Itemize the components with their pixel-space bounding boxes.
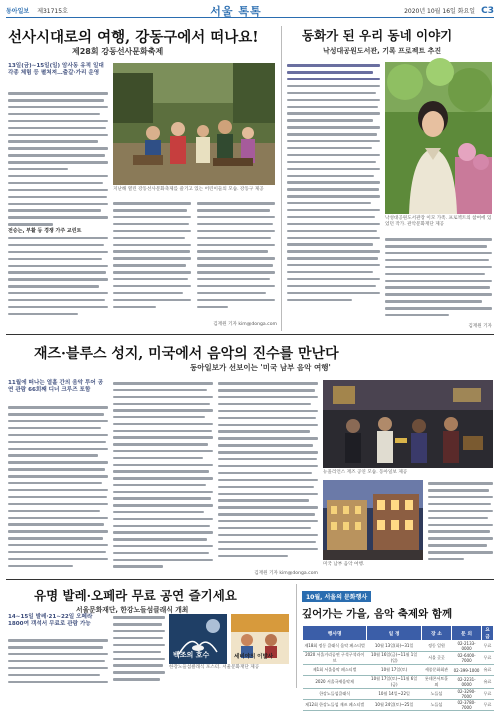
event-date: 10월 24일(토)~25일: [367, 700, 422, 711]
article4-poster-swan-lake: [169, 614, 227, 664]
event-contact: 02-6400-7000: [451, 652, 481, 665]
table-row: [303, 652, 494, 665]
article2-headline: 동화가 된 우리 동네 이야기: [302, 28, 453, 43]
table-row: [303, 676, 494, 689]
article3-body-col3: [218, 380, 318, 570]
event-contact: 02-399-1000: [451, 665, 481, 676]
article1-body-col1: [8, 90, 108, 320]
article3-byline: 김재원 기자 kim@donga.com: [254, 571, 318, 576]
article2-body-col1: [287, 62, 380, 324]
events-box: [302, 584, 494, 710]
event-name: 2020 서울거리공연 구석구석라이브: [303, 652, 367, 665]
events-tag: 10월, 서울의 문화행사: [302, 591, 371, 602]
article3-photo-street: [323, 480, 423, 560]
poster2-title: 세비야의 이발사: [234, 654, 274, 660]
event-date: 10월 17일(토): [367, 665, 422, 676]
poster1-title: 백조의 호수: [173, 650, 210, 659]
col-header-fee: 요 금: [482, 626, 494, 641]
article1-body-col2: [113, 200, 191, 318]
article1-subhead: 제28회 강동선사문화축제: [72, 47, 164, 56]
article1-body-col3: [197, 200, 275, 318]
masthead: [6, 4, 494, 18]
article1-subsection: 전승는, 부활 등 경쟁 가주 교린트: [8, 227, 82, 234]
article3-body-col2: [113, 380, 213, 570]
article3-lead: 11월에 떠나는 열흘 간의 음악 투어 공연 관람 66회째 디너 크루즈 포함: [8, 380, 104, 394]
event-date: 10월 17일(토)~11월 6일(금): [367, 676, 422, 689]
article1-photo-caption: 지난해 열린 강동선사문화축제를 즐기고 있는 어린이들의 모습. 강동구 제공: [113, 187, 264, 192]
article1-lead: 13일(금)∼15일(일) 암사동 유적 일대 각종 체험 등 펼쳐져…출갈·가리 운영: [8, 63, 104, 77]
events-headline: 깊어가는 가을, 음악 축제와 함께: [302, 608, 453, 620]
masthead-right: [404, 6, 494, 16]
event-fee: 무료: [482, 652, 494, 665]
article4-body-col1: [8, 637, 108, 687]
col-header-contact: 문 의: [451, 626, 481, 641]
article3-photo-jazz: [323, 380, 493, 468]
article4-headline: 유명 발레·오페라 무료 공연 즐기세요: [34, 588, 237, 603]
col-header-date: 일 정: [367, 626, 422, 641]
event-name: 한강노들섬클래식: [303, 689, 367, 700]
issue-number: 제31715호: [37, 8, 68, 15]
event-fee: 무료: [482, 641, 494, 652]
article1-headline: 선사시대로의 여행, 강동구에서 떠나요!: [8, 29, 259, 46]
events-table-header: [303, 626, 494, 641]
article3-photo2-caption: 미국 남부 음악 여행.: [323, 562, 365, 567]
article2-photo-caption: 낙성대공원도서관장 이모 가족. 프로젝트의 참여에 있었던 작가. 관악문화재단 제공: [385, 216, 492, 227]
table-row: [303, 665, 494, 676]
event-place: 서울 곳곳: [421, 652, 451, 665]
event-contact: 02-3780-7000: [451, 700, 481, 711]
event-fee: 무료: [482, 700, 494, 711]
article2-body-col3: [385, 236, 492, 322]
divider-vertical-bottom: [296, 584, 297, 688]
article2-subhead: 낙성대공원도서관, 기록 프로젝트 추진: [323, 47, 442, 55]
event-date: 10월 14일~22일: [367, 689, 422, 700]
article1-byline: 김재원 기자 kim@donga.com: [213, 322, 277, 327]
article1-photo-festival: [113, 63, 275, 185]
article4-poster-barber: [231, 614, 289, 664]
divider-rule-1: [6, 334, 494, 335]
divider-rule-2: [6, 579, 494, 580]
event-fee: 무료: [482, 689, 494, 700]
event-name: 2020 서울국제음악제: [303, 676, 367, 689]
issue-date: 2020년 10월 16일 화요일: [404, 8, 476, 15]
event-place: 노들섬: [421, 700, 451, 711]
event-contact: 02-2231-0000: [451, 676, 481, 689]
event-name: 제12회 한강노들섬 재즈 페스티벌: [303, 700, 367, 711]
event-place: 정동 일원: [421, 641, 451, 652]
event-place: 롯데콘서트홀 외: [421, 676, 451, 689]
event-fee: 유료: [482, 676, 494, 689]
section-title: 서울 톡톡: [210, 4, 262, 18]
event-name: 제1회 서울음악 페스티벌: [303, 665, 367, 676]
article3-body-col4: [428, 480, 493, 570]
article3-body-col1: [8, 404, 108, 570]
article4-body-col2: [113, 614, 165, 687]
col-header-place: 장 소: [421, 626, 451, 641]
article4-subhead: 서울문화재단, 한강노들섬클래식 개최: [76, 606, 189, 614]
event-place: 세종문화회관: [421, 665, 451, 676]
col-header-name: 행사명: [303, 626, 367, 641]
event-contact: 02-3290-7000: [451, 689, 481, 700]
article4-photo-caption: 한강노들섬클래식 포스터. 서울문화재단 제공: [169, 665, 260, 670]
table-row: [303, 641, 494, 652]
article3-headline: 재즈·블루스 성지, 미국에서 음악의 진수를 만난다: [34, 346, 339, 362]
page-number: C3: [481, 5, 494, 16]
event-name: 제18회 정동 클래식 음악 페스티벌: [303, 641, 367, 652]
article2-photo-author: [385, 62, 492, 214]
events-table: [302, 625, 494, 711]
article3-photo1-caption: 뉴올리언스 재즈 공연 모습. 동아일보 제공: [323, 470, 408, 475]
article4-lead: 14∼15일 발레·21∼22일 오페라 1800여 객석서 무료로 관람 가능: [8, 614, 93, 628]
article3-subhead: 동아일보가 선보이는 '미국 남부 음악 여행': [190, 363, 331, 372]
table-row: [303, 689, 494, 700]
event-date: 10월 13일(화)~31일: [367, 641, 422, 652]
event-date: 10월 16일(금)~11월 1일(일): [367, 652, 422, 665]
event-place: 노들섬: [421, 689, 451, 700]
masthead-left: [6, 6, 68, 15]
article2-byline: 김재원 기자: [468, 324, 492, 329]
table-row: [303, 700, 494, 711]
paper-name: 동아일보: [6, 8, 30, 15]
event-contact: 02-2133-0000: [451, 641, 481, 652]
divider-vertical-top: [281, 26, 282, 331]
event-fee: 유료: [482, 665, 494, 676]
